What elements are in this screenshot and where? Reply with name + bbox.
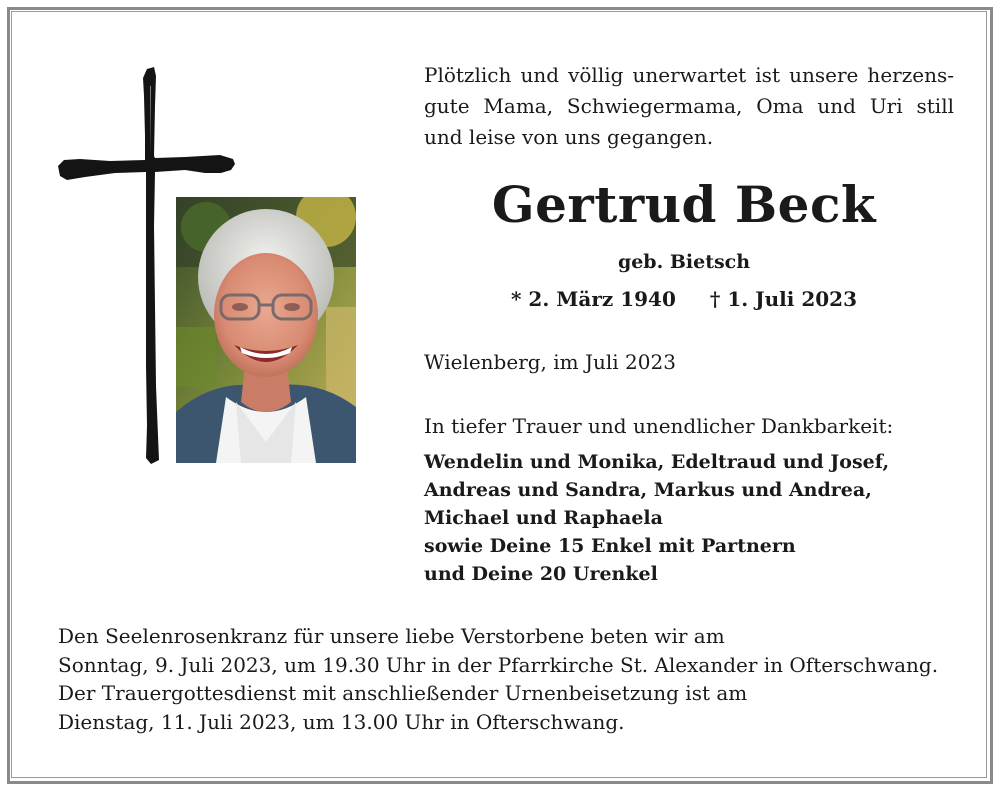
family-line: Andreas und Sandra, Markus und Andrea, <box>424 479 872 501</box>
portrait-photo <box>176 197 356 463</box>
service-info <box>58 622 938 736</box>
mourning-line: In tiefer Trauer und unendlicher Dankbarkeit: <box>424 414 894 438</box>
intro-line: Plötzlich und völlig unerwartet ist unsere herzens- <box>424 63 954 87</box>
birth-date: * 2. März 1940 <box>511 287 676 311</box>
family-line: Wendelin und Monika, Edeltraud und Josef, <box>424 451 890 473</box>
death-date: † 1. Juli 2023 <box>709 287 857 311</box>
service-line: Sonntag, 9. Juli 2023, um 19.30 Uhr in der Pfarrkirche St. Alexander in Ofterschwang. <box>58 652 939 677</box>
intro-line: und leise von uns gegangen. <box>424 125 714 149</box>
family-line: Michael und Raphaela <box>424 507 663 529</box>
service-line: Dienstag, 11. Juli 2023, um 13.00 Uhr in Ofterschwang. <box>58 709 625 734</box>
place-date: Wielenberg, im Juli 2023 <box>424 350 676 374</box>
service-line: Den Seelenrosenkranz für unsere liebe Verstorbene beten wir am <box>58 624 725 648</box>
life-dates <box>424 285 944 313</box>
family-list <box>424 448 889 588</box>
family-line: und Deine 20 Urenkel <box>424 563 658 585</box>
family-line: sowie Deine 15 Enkel mit Partnern <box>424 535 796 557</box>
intro-line: gute Mama, Schwiegermama, Oma und Uri still <box>424 94 954 118</box>
maiden-name: geb. Bietsch <box>617 251 751 273</box>
intro-text <box>424 60 954 153</box>
deceased-name: Gertrud Beck <box>491 175 877 234</box>
service-line: Der Trauergottesdienst mit anschließender Urnenbeisetzung ist am <box>58 681 748 705</box>
